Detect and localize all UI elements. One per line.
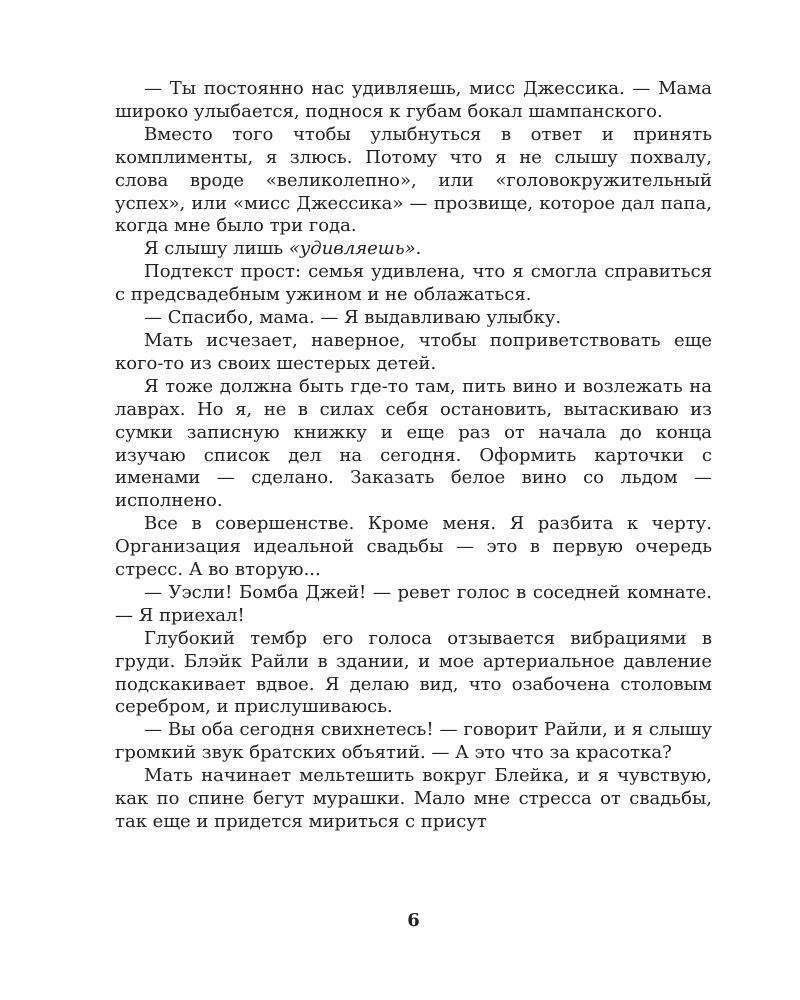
paragraph-5: — Спасибо, мама. — Я выдавливаю улыбку.	[144, 307, 562, 329]
paragraph-8: Все в совершенстве. Кроме меня. Я разбита к черту. Организация идеальной свадьбы — это в первую очередь стресс. А во вторую...	[115, 513, 712, 581]
paragraph-10: Глубокий тембр его голоса отзывается вибрациями в груди. Блэйк Райли в здании, и мое артериальное давление подскакивает вдвое. Я делаю вид, что озабочена столовым серебром, и прислушиваюсь.	[115, 627, 712, 718]
paragraph-6: Мать исчезает, наверное, чтобы поприветствовать еще кого-то из своих шестерых детей.	[115, 329, 712, 374]
paragraph-12: Мать начинает мельтешить вокруг Блейка, и я чувствую, как по спине бегут мурашки. Мало мне стресса от свадьбы, так еще и придется мириться с присут	[115, 765, 712, 832]
emphasized-word: «удивляешь»	[288, 238, 416, 260]
paragraph-1: — Ты постоянно нас удивляешь, мисс Джессика. — Мама широко улыбается, поднося к губам бокал шампанского.	[115, 78, 712, 122]
paragraph-7: Я тоже должна быть где-то там, пить вино и возлежать на лаврах. Но я, не в силах себя остановить, вытаскиваю из сумки записную книжку и еще раз от начала до конца изучаю список дел на сегодня. Оформить карточки с именами — сделано. Заказать белое вино со льдом — исполнено.	[115, 375, 712, 512]
book-page	[115, 78, 712, 948]
page-number: 6	[407, 910, 420, 931]
paragraph-11: — Вы оба сегодня свихнетесь! — говорит Райли, и я слышу громкий звук братских объятий. — А это что за красотка?	[115, 719, 712, 764]
paragraph-4: Подтекст прост: семья удивлена, что я смогла справиться с предсвадебным ужином и не облажаться.	[115, 261, 712, 306]
paragraph-2: Вместо того чтобы улыбнуться в ответ и принять комплименты, я злюсь. Потому что я не слышу похвалу, слова вроде «великолепно», или «головокружительный успех», или «мисс Джессика» — прозвище, которое дал папа, когда мне было три года.	[115, 123, 712, 237]
paragraph-3-tail: .	[415, 238, 422, 260]
paragraph-3	[115, 238, 712, 261]
paragraph-3-lead: Я слышу лишь	[144, 238, 289, 260]
page-text	[115, 78, 712, 878]
paragraph-9: — Уэсли! Бомба Джей! — ревет голос в соседней комнате. — Я приехал!	[115, 581, 712, 626]
